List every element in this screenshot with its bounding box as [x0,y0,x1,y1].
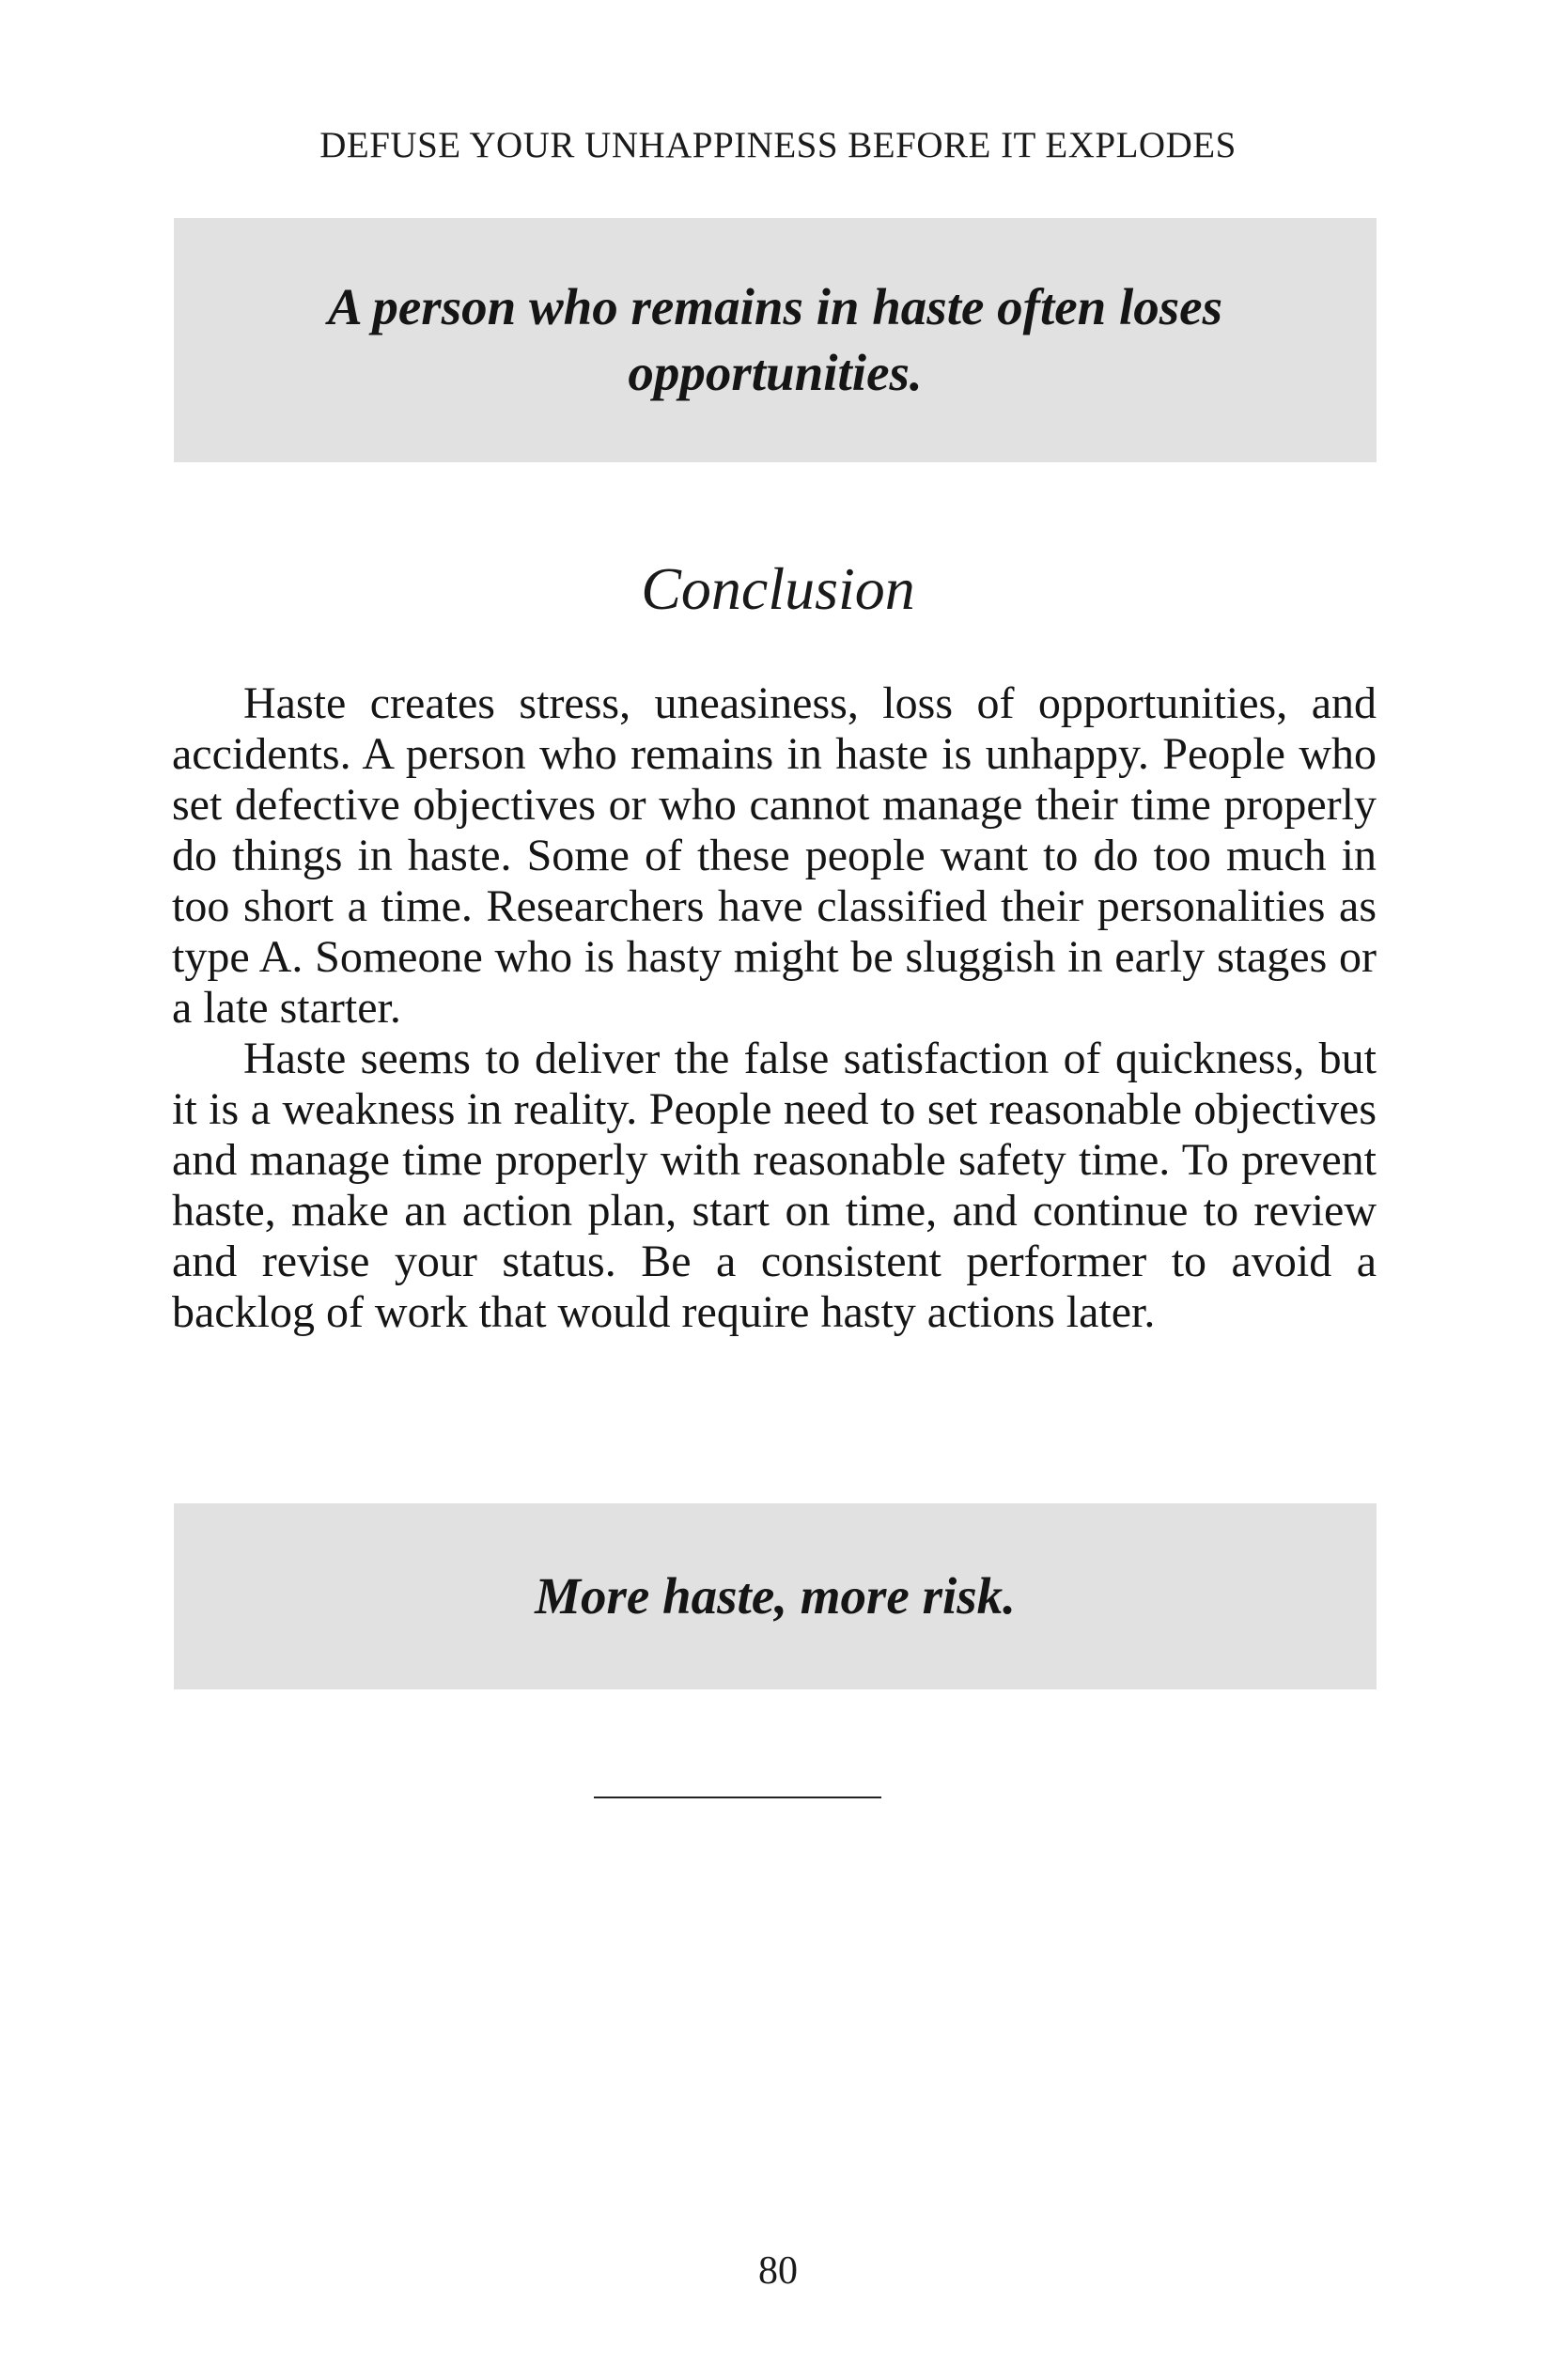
section-divider [594,1797,881,1798]
pull-quote-box [174,218,1377,462]
summary-quote-text: More haste, more risk. [535,1567,1016,1625]
section-heading: Conclusion [641,555,915,622]
paragraph: Haste creates stress, uneasiness, loss of opportunities, and accidents. A person who remains in haste is unhappy. People who set defective objectives or who cannot manage their time properly do things in haste. Some of these people want to do too much in too short a time. Researchers have classified their personalities as type A. Someone who is hasty might be sluggish in early stages or a late starter. [172,678,1377,1033]
paragraph: Haste seems to deliver the false satisfaction of quickness, but it is a weakness in reality. People need to set reasonable objectives and manage time properly with reasonable safety time. To prevent haste, make an action plan, start on time, and continue to review and revise your status. Be a consistent performer to avoid a backlog of work that would require hasty actions later. [172,1034,1377,1337]
page-number: 80 [758,2249,798,2293]
pull-quote-text: A person who remains in haste often loses opportunities. [328,278,1222,401]
running-head: DEFUSE YOUR UNHAPPINESS BEFORE IT EXPLODES [319,125,1237,165]
body-text [172,678,1377,1338]
summary-quote-box [174,1503,1377,1689]
